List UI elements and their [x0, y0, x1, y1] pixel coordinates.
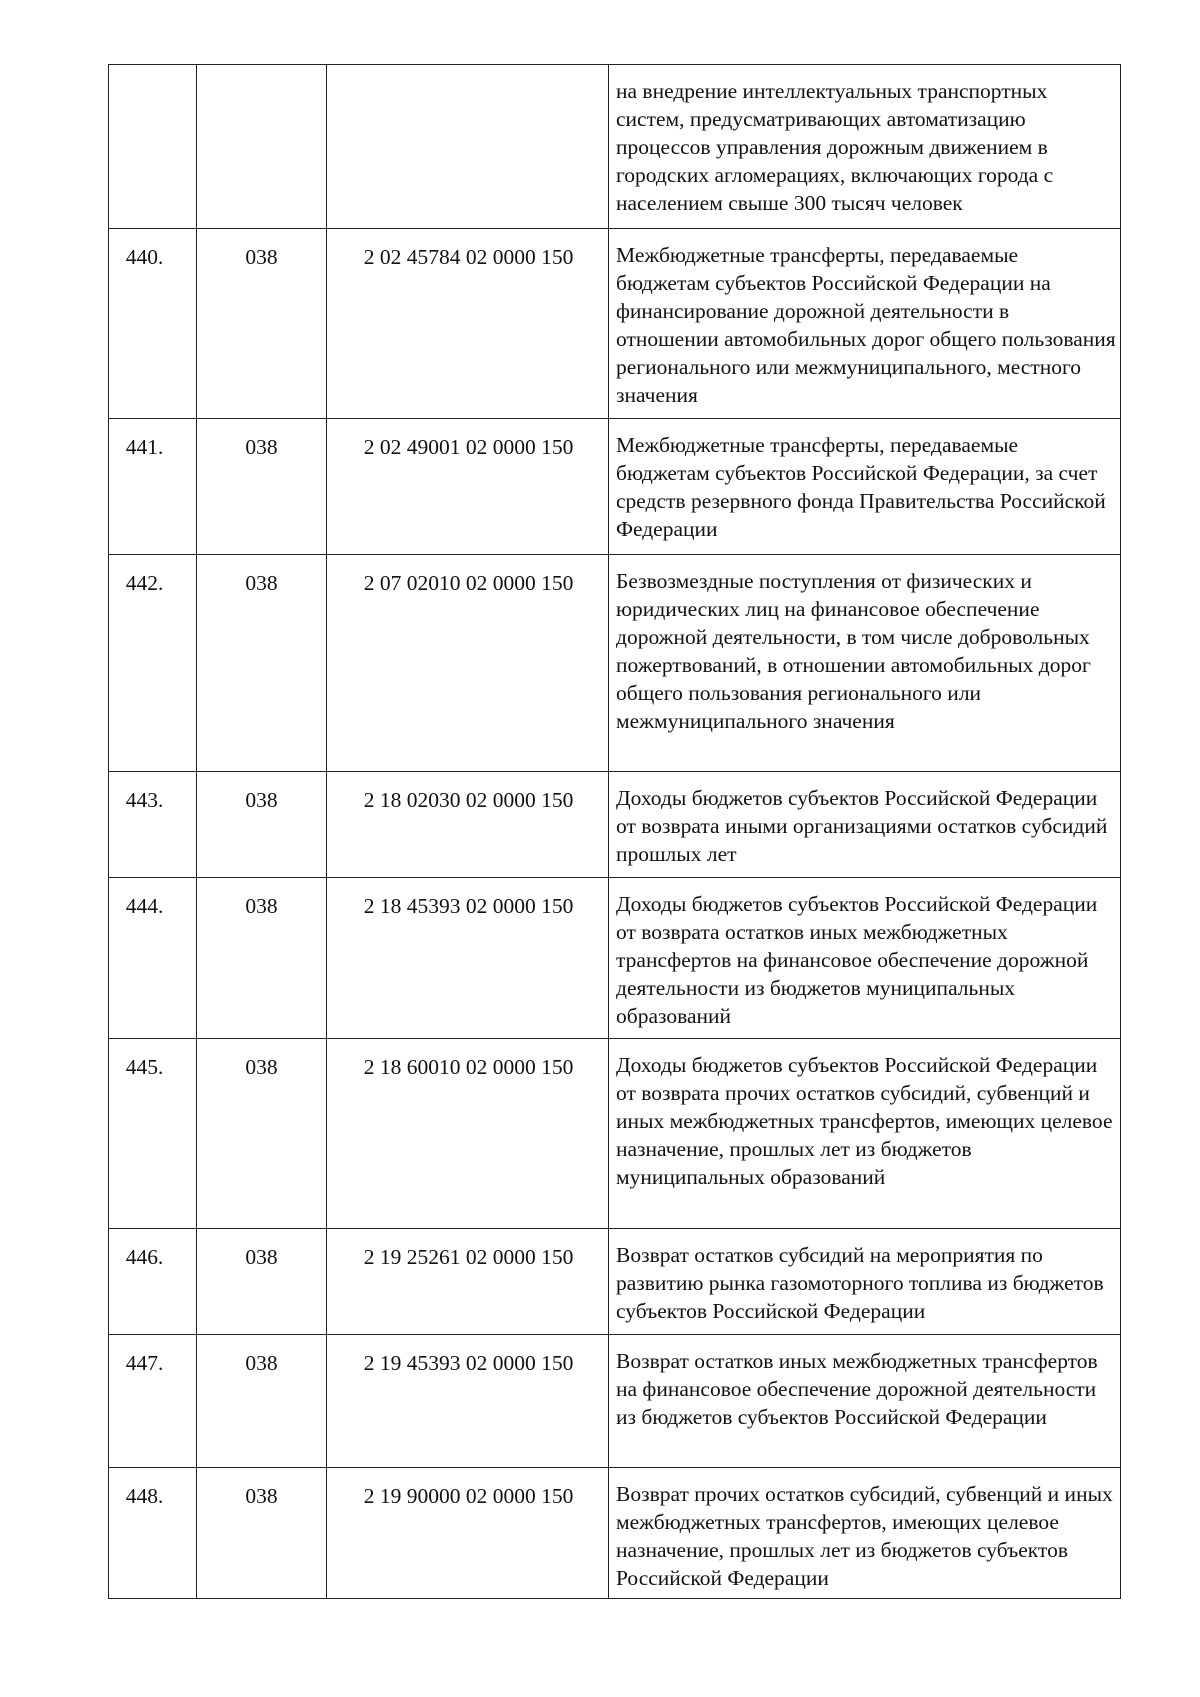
budget-classification-code: 2 18 02030 02 0000 150 [327, 772, 609, 878]
table-row [109, 1335, 1121, 1468]
revenue-description: Безвозмездные поступления от физических и юридических лиц на финансовое обеспечение дорожной деятельности, в том числе добровольных пожертвований, в отношении автомобильных дорог общего пользования регионального или межмуниципального значения [609, 555, 1121, 772]
revenue-description: Доходы бюджетов субъектов Российской Федерации от возврата прочих остатков субсидий, субвенций и иных межбюджетных трансфертов, имеющих целевое назначение, прошлых лет из бюджетов муниципальных образований [609, 1039, 1121, 1229]
row-number: 441. [109, 419, 197, 555]
row-number: 443. [109, 772, 197, 878]
row-number [109, 65, 197, 229]
budget-classification-code [327, 65, 609, 229]
revenue-description: Межбюджетные трансферты, передаваемые бюджетам субъектов Российской Федерации на финансирование дорожной деятельности в отношении автомобильных дорог общего пользования регионального или межмуниципального, местного значения [609, 229, 1121, 419]
revenue-description: Межбюджетные трансферты, передаваемые бюджетам субъектов Российской Федерации, за счет средств резервного фонда Правительства Российской Федерации [609, 419, 1121, 555]
budget-classification-code: 2 02 49001 02 0000 150 [327, 419, 609, 555]
row-number: 440. [109, 229, 197, 419]
revenue-description: Доходы бюджетов субъектов Российской Федерации от возврата остатков иных межбюджетных трансфертов на финансовое обеспечение дорожной деятельности из бюджетов муниципальных образований [609, 878, 1121, 1039]
table-row [109, 772, 1121, 878]
budget-classification-code: 2 07 02010 02 0000 150 [327, 555, 609, 772]
row-number: 448. [109, 1468, 197, 1599]
table-row [109, 419, 1121, 555]
row-number: 442. [109, 555, 197, 772]
administrator-code: 038 [197, 878, 327, 1039]
table-row [109, 878, 1121, 1039]
revenue-description: Возврат остатков субсидий на мероприятия по развитию рынка газомоторного топлива из бюджетов субъектов Российской Федерации [609, 1229, 1121, 1335]
budget-classification-code: 2 18 60010 02 0000 150 [327, 1039, 609, 1229]
table-row [109, 1229, 1121, 1335]
administrator-code [197, 65, 327, 229]
budget-classification-code: 2 19 90000 02 0000 150 [327, 1468, 609, 1599]
revenue-codes-table [108, 64, 1121, 1599]
table-row [109, 1039, 1121, 1229]
revenue-description: Доходы бюджетов субъектов Российской Федерации от возврата иными организациями остатков субсидий прошлых лет [609, 772, 1121, 878]
row-number: 444. [109, 878, 197, 1039]
row-number: 447. [109, 1335, 197, 1468]
revenue-description: на внедрение интеллектуальных транспортных систем, предусматривающих автоматизацию процессов управления дорожным движением в городских агломерациях, включающих города с населением свыше 300 тысяч человек [609, 65, 1121, 229]
administrator-code: 038 [197, 229, 327, 419]
table-row [109, 1468, 1121, 1599]
administrator-code: 038 [197, 1039, 327, 1229]
budget-classification-code: 2 18 45393 02 0000 150 [327, 878, 609, 1039]
budget-classification-code: 2 19 25261 02 0000 150 [327, 1229, 609, 1335]
table-row [109, 65, 1121, 229]
administrator-code: 038 [197, 772, 327, 878]
table-row [109, 555, 1121, 772]
administrator-code: 038 [197, 555, 327, 772]
row-number: 446. [109, 1229, 197, 1335]
administrator-code: 038 [197, 1229, 327, 1335]
revenue-description: Возврат остатков иных межбюджетных трансфертов на финансовое обеспечение дорожной деятельности из бюджетов субъектов Российской Федерации [609, 1335, 1121, 1468]
budget-classification-code: 2 19 45393 02 0000 150 [327, 1335, 609, 1468]
row-number: 445. [109, 1039, 197, 1229]
revenue-description: Возврат прочих остатков субсидий, субвенций и иных межбюджетных трансфертов, имеющих целевое назначение, прошлых лет из бюджетов субъектов Российской Федерации [609, 1468, 1121, 1599]
administrator-code: 038 [197, 1468, 327, 1599]
table-row [109, 229, 1121, 419]
budget-classification-code: 2 02 45784 02 0000 150 [327, 229, 609, 419]
administrator-code: 038 [197, 419, 327, 555]
administrator-code: 038 [197, 1335, 327, 1468]
